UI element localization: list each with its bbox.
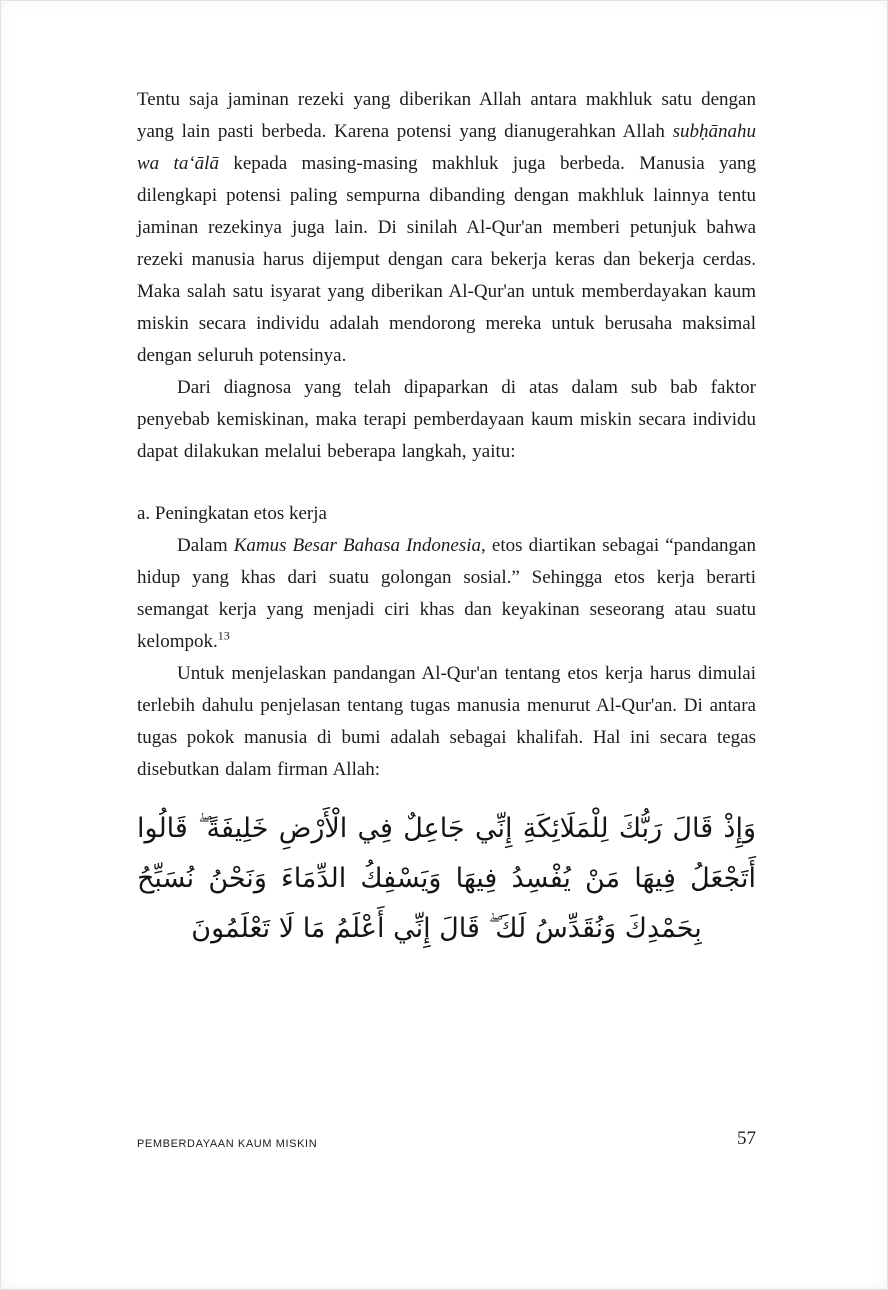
quran-verse-arabic: وَإِذْ قَالَ رَبُّكَ لِلْمَلَائِكَةِ إِنِّي جَاعِلٌ فِي الْأَرْضِ خَلِيفَةً ۖ قَالُوا أَتَجْعَلُ فِيهَا مَنْ يُفْسِدُ فِيهَا وَيَسْفِكُ الدِّمَاءَ وَنَحْنُ نُسَبِّحُ بِحَمْدِكَ وَنُقَدِّسُ لَكَ ۖ قَالَ إِنِّي أَعْلَمُ مَا لَا تَعْلَمُونَ [137, 813, 756, 944]
page-number: 57 [737, 1128, 756, 1149]
footnote-reference-13: 13 [217, 628, 230, 643]
page-content [137, 84, 756, 954]
paragraph-text: Dalam [177, 535, 234, 556]
paragraph-etos-definisi [137, 530, 756, 658]
running-title: PEMBERDAYAAN KAUM MISKIN [137, 1138, 318, 1150]
paragraph-diagnosa: Dari diagnosa yang telah dipaparkan di atas dalam sub bab faktor penyebab kemiskinan, maka terapi pemberdayaan kaum miskin secara individu dapat dilakukan melalui beberapa langkah, yaitu: [137, 377, 756, 462]
paragraph-text: kepada masing-masing makhluk juga berbeda. Manusia yang dilengkapi potensi paling sempurna dibanding dengan makhluk lainnya tentu jaminan rezekinya juga lain. Di sinilah Al-Qur'an memberi petunjuk bahwa rezeki manusia harus dijemput dengan cara bekerja keras dan bekerja cerdas. Maka salah satu isyarat yang diberikan Al-Qur'an untuk memberdayakan kaum miskin secara individu adalah mendorong mereka untuk berusaha maksimal dengan seluruh potensinya. [137, 153, 757, 366]
paragraph-rezeki [137, 84, 756, 372]
paragraph-text: Tentu saja jaminan rezeki yang diberikan Allah antara makhluk satu dengan yang lain pasti berbeda. Karena potensi yang dianugerahkan Allah [137, 89, 756, 142]
paragraph-khalifah: Untuk menjelaskan pandangan Al-Qur'an tentang etos kerja harus dimulai terlebih dahulu penjelasan tentang tugas manusia menurut Al-Qur'an. Di antara tugas pokok manusia di bumi adalah sebagai khalifah. Hal ini secara tegas disebutkan dalam firman Allah: [137, 663, 756, 780]
section-heading-etos-kerja: a. Peningkatan etos kerja [137, 503, 327, 524]
italic-transliteration: subḥānahu wa ta‘ālā [137, 121, 756, 174]
page-footer [137, 1128, 756, 1150]
italic-book-title: Kamus Besar Bahasa Indonesia [233, 535, 482, 556]
paragraph-text: , etos diartikan sebagai “pandangan hidup yang khas dari suatu golongan sosial.” Sehingga etos kerja berarti semangat kerja yang menjadi ciri khas dan keyakinan seseorang atau suatu kelompok. [137, 535, 756, 652]
